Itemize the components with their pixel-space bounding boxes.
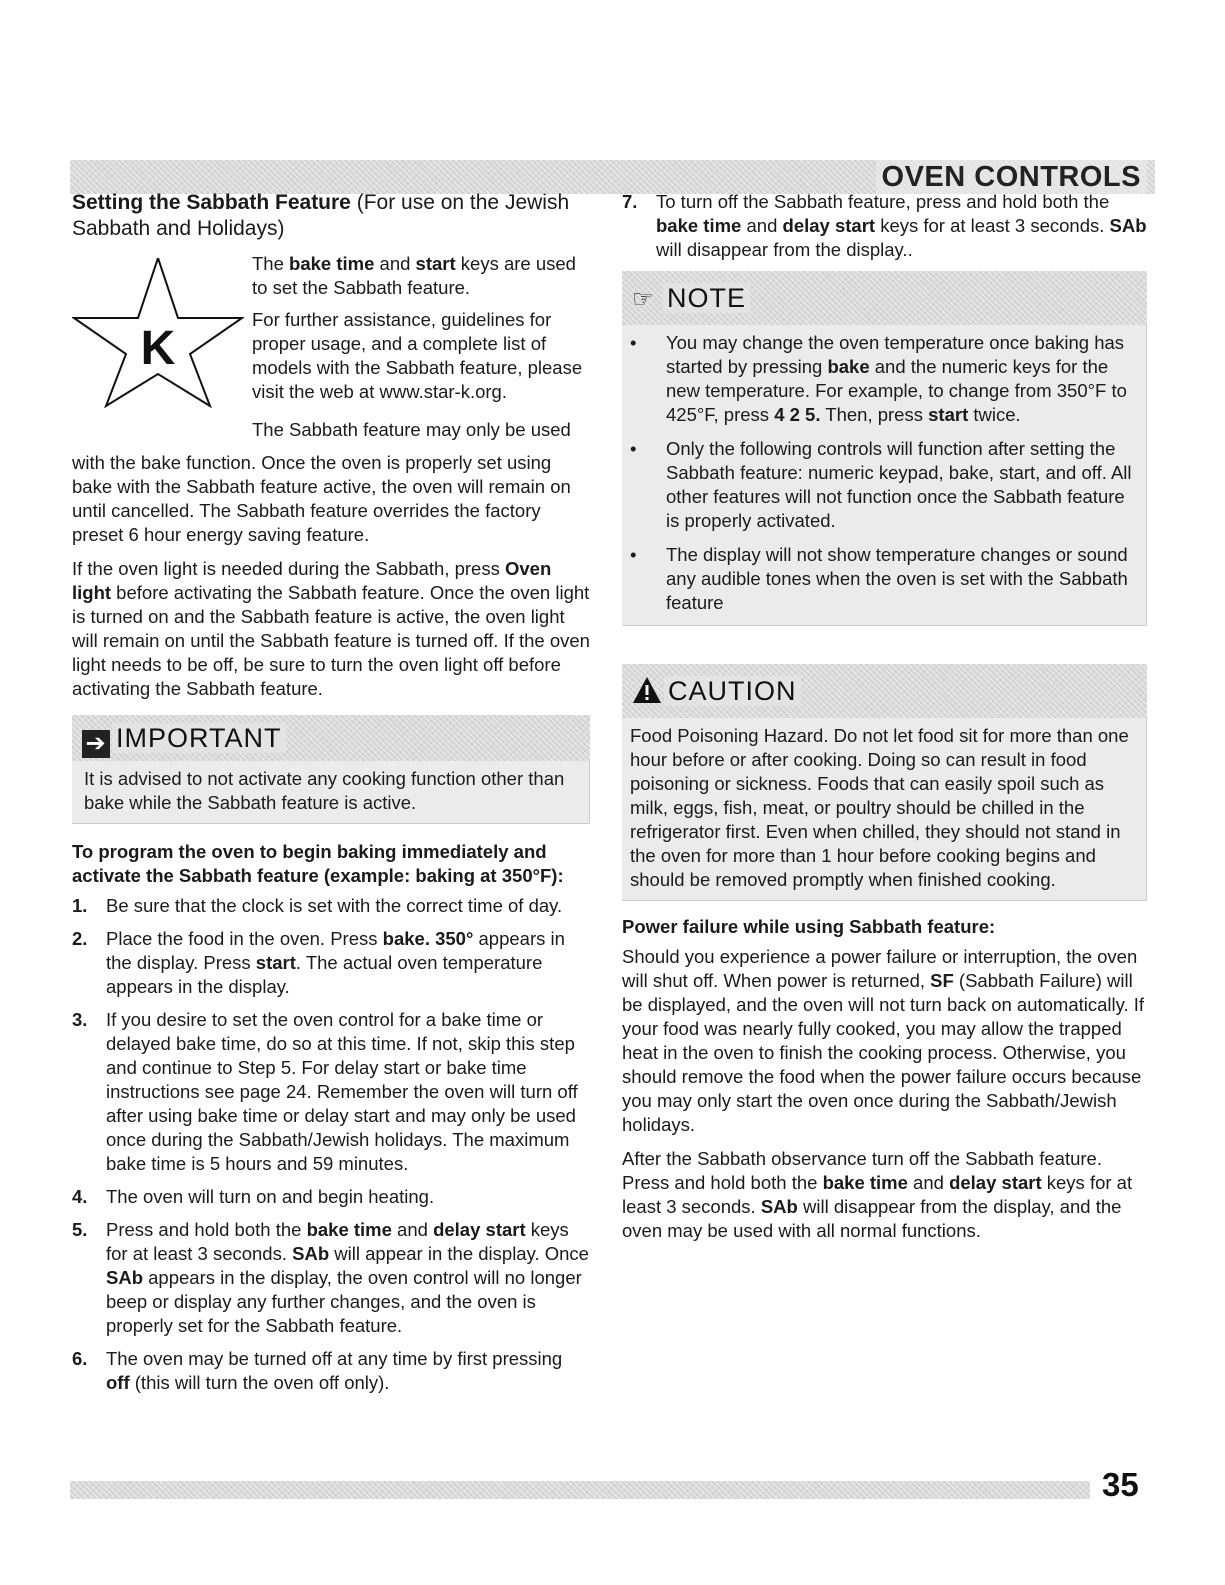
important-header xyxy=(72,715,590,761)
program-steps-list xyxy=(72,894,590,1395)
important-label: IMPORTANT xyxy=(112,723,286,753)
list-item: 4. The oven will turn on and begin heating. xyxy=(72,1186,435,1207)
program-heading: To program the oven to begin baking immediately and activate the Sabbath feature (example: baking at 350°F): xyxy=(72,841,564,886)
list-item: 2. Place the food in the oven. Press bake. 350° appears in the display. Press start. The actual oven temperature appears in the display. xyxy=(72,928,565,997)
caution-body: Food Poisoning Hazard. Do not let food sit for more than one hour before or after cooking. Doing so can result in food poisoning or sickness. Foods that can easily spoil such as milk, eggs, fish, meat, or poultry should be chilled in the refrigerator first. Even when chilled, they should not stand in the oven for more than 1 hour before cooking begins and should be removed promptly when finished cooking. xyxy=(622,718,1147,901)
power-failure-heading: Power failure while using Sabbath feature: xyxy=(622,916,996,937)
caution-header xyxy=(622,664,1147,718)
star-paragraph-3: The Sabbath feature may only be used xyxy=(252,419,571,440)
list-item: 1. Be sure that the clock is set with the correct time of day. xyxy=(72,895,563,916)
sabbath-heading-rest: (For use on the Jewish Sabbath and Holidays) xyxy=(72,191,570,240)
sabbath-heading xyxy=(72,190,590,242)
caution-label: CAUTION xyxy=(664,676,801,706)
warning-triangle-icon xyxy=(632,676,662,704)
power-failure-paragraph-1: Should you experience a power failure or interruption, the oven will shut off. When power is returned, SF (Sabbath Failure) will be displayed, and the oven will not turn back on automatically. If your food was nearly fully cooked, you may allow the trapped heat in the oven to finish the cooking process. Otherwise, you should remove the food when the power failure occurs because you may only start the oven once during the Sabbath/Jewish holidays. xyxy=(622,946,1145,1135)
list-item: 3. If you desire to set the oven control for a bake time or delayed bake time, do so at this time. If not, skip this step and continue to Step 5. For delay start or bake time instructions see page 24. Remember the oven will turn off after using bake time or delay start and may only be used once during the Sabbath/Jewish holidays. The maximum bake time is 5 hours and 59 minutes. xyxy=(72,1009,578,1174)
pointing-hand-icon: ☞ xyxy=(632,286,655,313)
star-k-letter: K xyxy=(140,322,176,375)
star-paragraph-1: The bake time and start keys are used to set the Sabbath feature. xyxy=(252,253,576,298)
caution-box xyxy=(622,664,1147,901)
important-body: It is advised to not activate any cooking function other than bake while the Sabbath feature is active. xyxy=(72,761,590,824)
note-body xyxy=(622,325,1147,626)
note-label: NOTE xyxy=(663,283,750,313)
list-item: • You may change the oven temperature once baking has started by pressing bake and the numeric keys for the new temperature. For example, to change from 350°F to 425°F, press 4 2 5. Then, press start twice. xyxy=(622,331,1134,427)
right-column xyxy=(622,190,1147,1253)
star-k-block xyxy=(72,252,590,457)
note-box xyxy=(622,271,1147,626)
list-item: 6. The oven may be turned off at any time by first pressing off (this will turn the oven off only). xyxy=(72,1348,563,1393)
list-item: 5. Press and hold both the bake time and delay start keys for at least 3 seconds. SAb will appear in the display. Once SAb appears in the display, the oven control will no longer beep or display any further changes, and the oven is properly set for the Sabbath feature. xyxy=(72,1219,589,1336)
list-item: • The display will not show temperature changes or sound any audible tones when the oven is set with the Sabbath feature xyxy=(622,543,1134,615)
important-box xyxy=(72,715,590,824)
page-number: 35 xyxy=(1102,1466,1139,1503)
oven-light-paragraph: If the oven light is needed during the Sabbath, press Oven light before activating the Sabbath feature. Once the oven light is turned on and the Sabbath feature is active, the oven light will remain on until the Sabbath feature is turned off. If the oven light needs to be off, be sure to turn the oven light off before activating the Sabbath feature. xyxy=(72,558,590,699)
list-item: • Only the following controls will function after setting the Sabbath feature: numeric keypad, bake, start, and off. All other features will not function once the Sabbath feature is properly activated. xyxy=(622,437,1134,533)
arrow-right-icon: ➔ xyxy=(82,730,110,758)
sabbath-heading-bold: Setting the Sabbath Feature xyxy=(72,191,351,214)
section-header-bar xyxy=(70,160,1155,194)
star-k-logo-icon xyxy=(72,258,244,408)
sabbath-bake-paragraph: with the bake function. Once the oven is properly set using bake with the Sabbath feature active, the oven will remain on until cancelled. The Sabbath feature overrides the factory preset 6 hour energy saving feature. xyxy=(72,452,571,545)
left-column xyxy=(72,190,590,1404)
star-k-text xyxy=(252,252,590,450)
star-paragraph-2: For further assistance, guidelines for proper usage, and a complete list of models with the Sabbath feature, please visit the web at www.star-k.org. xyxy=(252,309,583,402)
power-failure-paragraph-2: After the Sabbath observance turn off the Sabbath feature. Press and hold both the bake time and delay start keys for at least 3 seconds. SAb will disappear from the display, and the oven may be used with all normal functions. xyxy=(622,1148,1133,1241)
note-list xyxy=(622,331,1134,615)
note-header xyxy=(622,271,1147,325)
turn-off-step-list xyxy=(622,190,1147,262)
footer-bar xyxy=(70,1481,1090,1499)
section-title: OVEN CONTROLS xyxy=(876,160,1147,194)
list-item: 7. To turn off the Sabbath feature, press and hold both the bake time and delay start keys for at least 3 seconds. SAb will disappear from the display.. xyxy=(622,191,1147,260)
